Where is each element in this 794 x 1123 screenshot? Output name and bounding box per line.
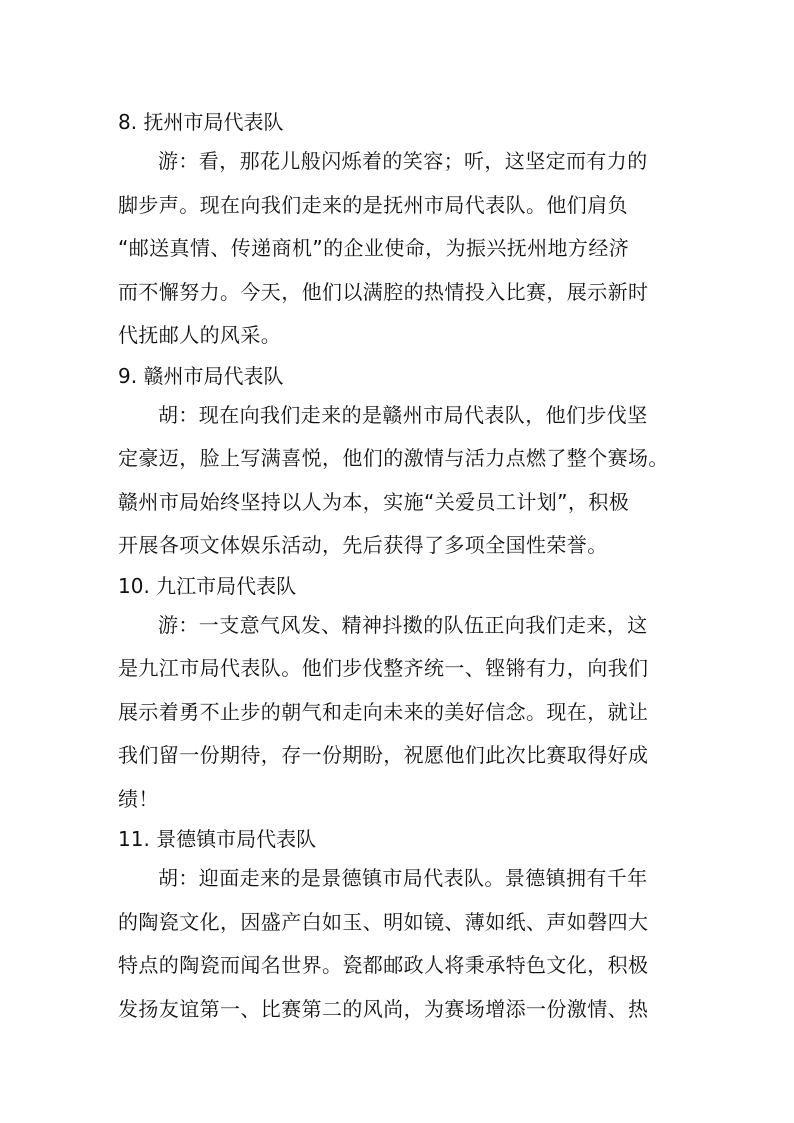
section-paragraph bbox=[118, 604, 676, 822]
section-heading: 11. 景德镇市局代表队 bbox=[118, 827, 317, 851]
paragraph-line: 而不懈努力。今天，他们以满腔的热情投入比赛，展示新时 bbox=[118, 279, 649, 304]
paragraph-line: 开展各项文体娱乐活动，先后获得了多项全国性荣誉。 bbox=[118, 533, 608, 557]
paragraph-line: 赣州市局始终坚持以人为本，实施“关爱员工计划”，积极 bbox=[118, 489, 630, 514]
section-jiujiang bbox=[118, 568, 676, 822]
paragraph-line: “邮送真情、传递商机”的企业使命，为振兴抚州地方经济 bbox=[118, 236, 630, 260]
section-ganzhou bbox=[118, 358, 676, 568]
section-heading: 10. 九江市局代表队 bbox=[118, 573, 297, 598]
paragraph-line: 特点的陶瓷而闻名世界。瓷都邮政人将秉承特色文化，积极 bbox=[118, 953, 649, 977]
paragraph-line: 代抚邮人的风采。 bbox=[118, 323, 282, 347]
paragraph-line: 我们留一份期待，存一份期盼，祝愿他们此次比赛取得好成 bbox=[118, 743, 649, 767]
paragraph-line: 脚步声。现在向我们走来的是抚州市局代表队。他们肩负 bbox=[118, 192, 628, 217]
section-jingdezhen bbox=[118, 821, 676, 1031]
paragraph-line: 胡：迎面走来的是景德镇市局代表队。景德镇拥有千年 bbox=[158, 866, 648, 890]
paragraph-line: 游：一支意气风发、精神抖擞的队伍正向我们走来，这 bbox=[158, 612, 648, 637]
paragraph-line: 的陶瓷文化，因盛产白如玉、明如镜、薄如纸、声如磬四大 bbox=[118, 909, 649, 934]
section-paragraph bbox=[118, 140, 676, 358]
section-fuzhou bbox=[118, 104, 676, 358]
paragraph-line: 绩！ bbox=[118, 786, 159, 811]
section-heading: 9. 赣州市局代表队 bbox=[118, 363, 284, 388]
paragraph-line: 展示着勇不止步的朝气和走向未来的美好信念。现在，就让 bbox=[118, 699, 649, 724]
paragraph-line: 是九江市局代表队。他们步伐整齐统一、铿锵有力，向我们 bbox=[118, 656, 649, 680]
section-paragraph bbox=[118, 394, 676, 568]
section-paragraph bbox=[118, 857, 676, 1031]
section-heading: 8. 抚州市局代表队 bbox=[118, 110, 284, 134]
paragraph-line: 发扬友谊第一、比赛第二的风尚，为赛场增添一份激情、热 bbox=[118, 996, 649, 1021]
paragraph-line: 胡：现在向我们走来的是赣州市局代表队，他们步伐坚 bbox=[158, 402, 648, 427]
paragraph-line: 定豪迈，脸上写满喜悦，他们的激情与活力点燃了整个赛场。 bbox=[118, 446, 669, 470]
paragraph-line: 游：看，那花儿般闪烁着的笑容；听，这坚定而有力的 bbox=[158, 149, 648, 173]
